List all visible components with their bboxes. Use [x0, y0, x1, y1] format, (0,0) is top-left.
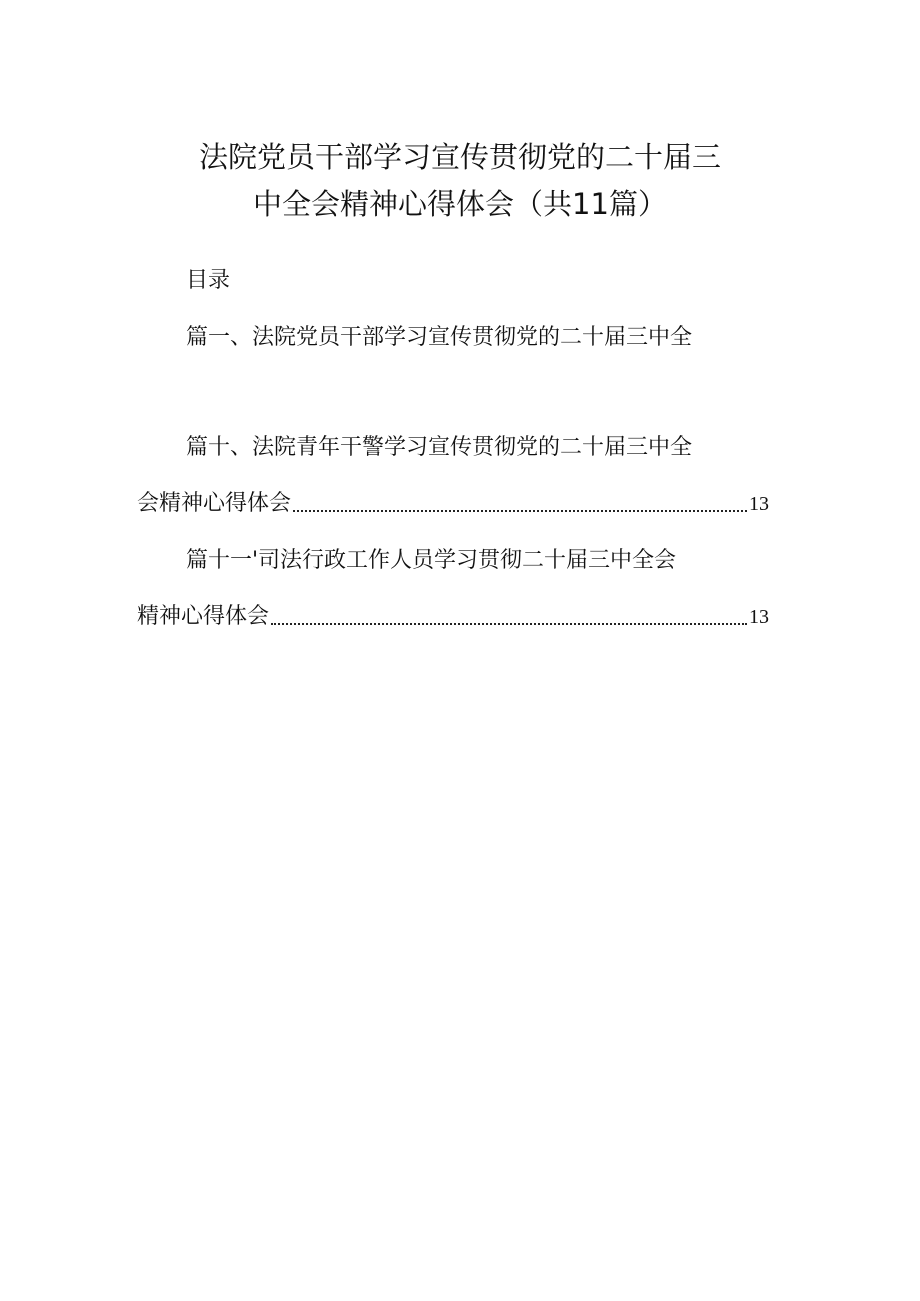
toc-dot-leader [293, 510, 747, 512]
toc-entry-2[interactable]: 篇十、法院青年干警学习宣传贯彻党的二十届三中全 [186, 435, 693, 460]
toc-entry-3-continuation[interactable] [137, 602, 769, 632]
toc-entry-3[interactable]: 篇十一'司法行政工作人员学习贯彻二十届三中全会 [186, 548, 677, 573]
toc-entry-2-continuation[interactable] [137, 489, 769, 519]
toc-heading: 目录 [186, 268, 231, 293]
toc-dot-leader [271, 623, 747, 625]
toc-entry-2-line-2: 会精神心得体会 [137, 491, 292, 516]
toc-entry-3-line-2: 精神心得体会 [137, 604, 270, 629]
toc-entry-2-page-number: 13 [749, 493, 769, 515]
toc-entry-1[interactable]: 篇一、法院党员干部学习宣传贯彻党的二十届三中全 [186, 325, 693, 350]
toc-entry-3-page-number: 13 [749, 606, 769, 628]
document-title-line-2: 中全会精神心得体会（共11篇） [253, 187, 667, 221]
document-title-line-1: 法院党员干部学习宣传贯彻党的二十届三 [198, 140, 721, 174]
